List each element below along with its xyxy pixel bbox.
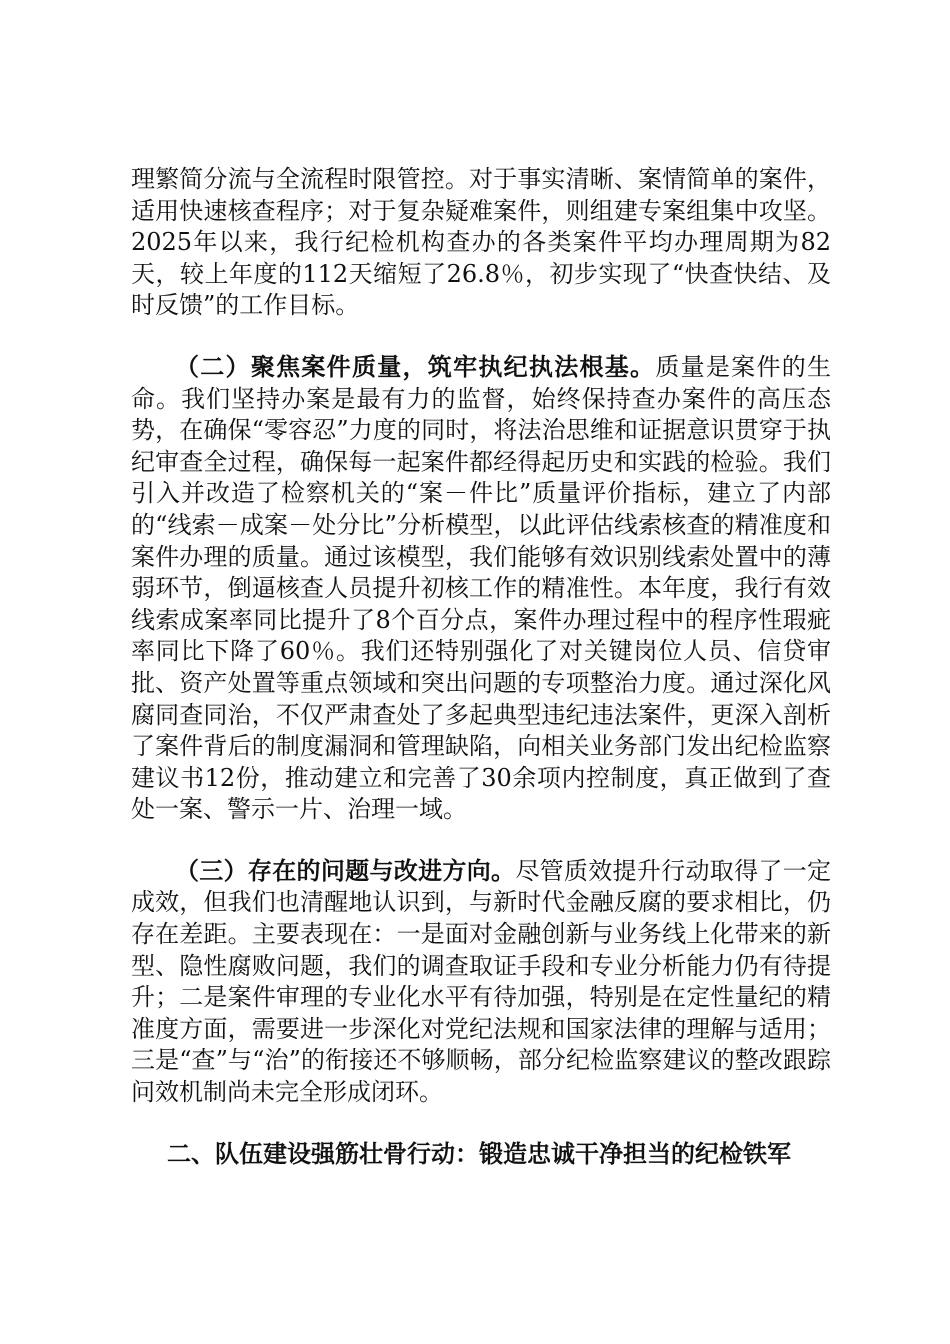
paragraph-body-text: 尽管质效提升行动取得了一定成效，但我们也清醒地认识到，与新时代金融反腐的要求相比，仍存在差距。主要表现在：一是面对金融创新与业务线上化带来的新型、隐性腐败问题，我们的调查取证手段和专业分析能力仍有待提升；二是案件审理的专业化水平有待加强，特别是在定性量纪的精准度方面，需要进一步深化对党纪法规和国家法律的理解与适用；三是“查”与“治”的衔接还不够顺畅，部分纪检监察建议的整改跟踪问效机制尚未完全形成闭环。 (131, 856, 832, 1107)
paragraph-lead-heading: （三）存在的问题与改进方向。 (175, 856, 516, 885)
paragraph-case-cycle (131, 164, 831, 322)
paragraph-body-text: 理繁简分流与全流程时限管控。对于事实清晰、案情简单的案件，适用快速核查程序；对于复杂疑难案件，则组建专案组集中攻坚。2025年以来，我行纪检机构查办的各类案件平均办理周期为82天，较上年度的112天缩短了26.8％，初步实现了“快查快结、及时反馈”的工作目标。 (131, 165, 831, 320)
section-heading: 二、队伍建设强筋壮骨行动：锻造忠诚干净担当的纪检铁军 (167, 1139, 791, 1168)
paragraph-body-text: 质量是案件的生命。我们坚持办案是最有力的监督，始终保持查办案件的高压态势，在确保“零容忍”力度的同时，将法治思维和证据意识贯穿于执纪审查全过程，确保每一起案件都经得起历史和实践的检验。我们引入并改造了检察机关的“案－件比”质量评价指标，建立了内部的“线索－成案－处分比”分析模型，以此评估线索核查的精准度和案件办理的质量。通过该模型，我们能够有效识别线索处置中的薄弱环节，倒逼核查人员提升初核工作的精准性。本年度，我行有效线索成案率同比提升了8个百分点，案件办理过程中的程序性瑕疵率同比下降了60％。我们还特别强化了对关键岗位人员、信贷审批、资产处置等重点领域和突出问题的专项整治力度。通过深化风腐同查同治，不仅严肃查处了多起典型违纪违法案件，更深入剖析了案件背后的制度漏洞和管理缺陷，向相关业务部门发出纪检监察建议书12份，推动建立和完善了30余项内控制度，真正做到了查处一案、警示一片、治理一域。 (131, 352, 832, 824)
paragraph-case-quality (131, 352, 831, 826)
paragraph-problems (131, 856, 831, 1109)
document-body (131, 164, 831, 1170)
paragraph-lead-heading: （二）聚焦案件质量，筑牢执纪执法根基。 (175, 352, 656, 381)
